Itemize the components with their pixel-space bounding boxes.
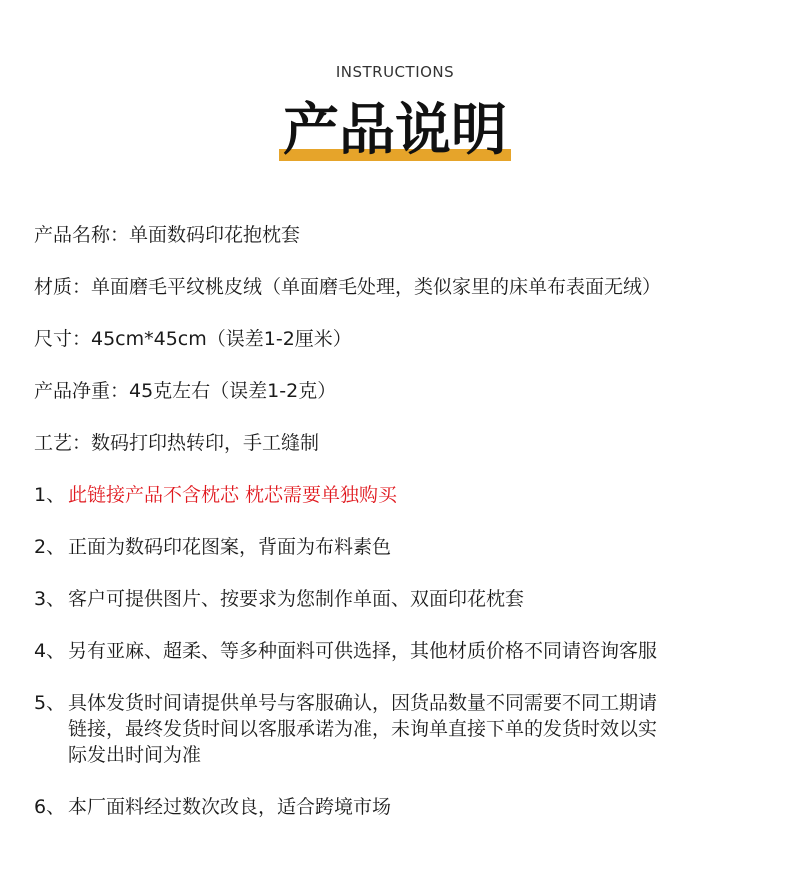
page-title-text: 产品说明 [283, 98, 507, 163]
header-subtitle: INSTRUCTIONS [335, 63, 455, 81]
content [34, 222, 764, 846]
spec-size: 尺寸：45cm*45cm（误差1-2厘米） [34, 328, 352, 350]
note-text-line: 具体发货时间请提供单号与客服确认，因货品数量不同需要不同工期请 [68, 692, 658, 714]
note-text [68, 690, 764, 768]
title-wrap [0, 98, 790, 164]
note-number: 1、 [34, 484, 66, 506]
note-text-line: 际发出时间为准 [68, 744, 202, 766]
note-item-5 [34, 690, 764, 768]
note-item-4 [34, 638, 764, 664]
note-text-line: 链接，最终发货时间以客服承诺为准，未询单直接下单的发货时效以实 [68, 718, 658, 740]
note-item-3 [34, 586, 764, 612]
note-item-6 [34, 794, 764, 820]
note-text: 另有亚麻、超柔、等多种面料可供选择，其他材质价格不同请咨询客服 [68, 640, 658, 662]
page-title [279, 98, 511, 164]
note-text: 客户可提供图片、按要求为您制作单面、双面印花枕套 [68, 588, 525, 610]
spec-material: 材质：单面磨毛平纹桃皮绒（单面磨毛处理，类似家里的床单布表面无绒） [34, 276, 662, 298]
spec-product-name: 产品名称：单面数码印花抱枕套 [34, 224, 301, 246]
note-number: 3、 [34, 588, 66, 610]
note-number: 2、 [34, 536, 66, 558]
note-item-2 [34, 534, 764, 560]
note-number: 4、 [34, 640, 66, 662]
note-number: 6、 [34, 796, 66, 818]
note-item-1 [34, 482, 764, 508]
note-text: 正面为数码印花图案，背面为布料素色 [68, 536, 392, 558]
spec-craft: 工艺：数码打印热转印，手工缝制 [34, 432, 320, 454]
spec-weight: 产品净重：45克左右（误差1-2克） [34, 380, 337, 402]
note-text: 本厂面料经过数次改良，适合跨境市场 [68, 796, 392, 818]
note-text: 此链接产品不含枕芯 枕芯需要单独购买 [68, 484, 398, 506]
header [0, 0, 790, 200]
note-number: 5、 [34, 692, 66, 714]
